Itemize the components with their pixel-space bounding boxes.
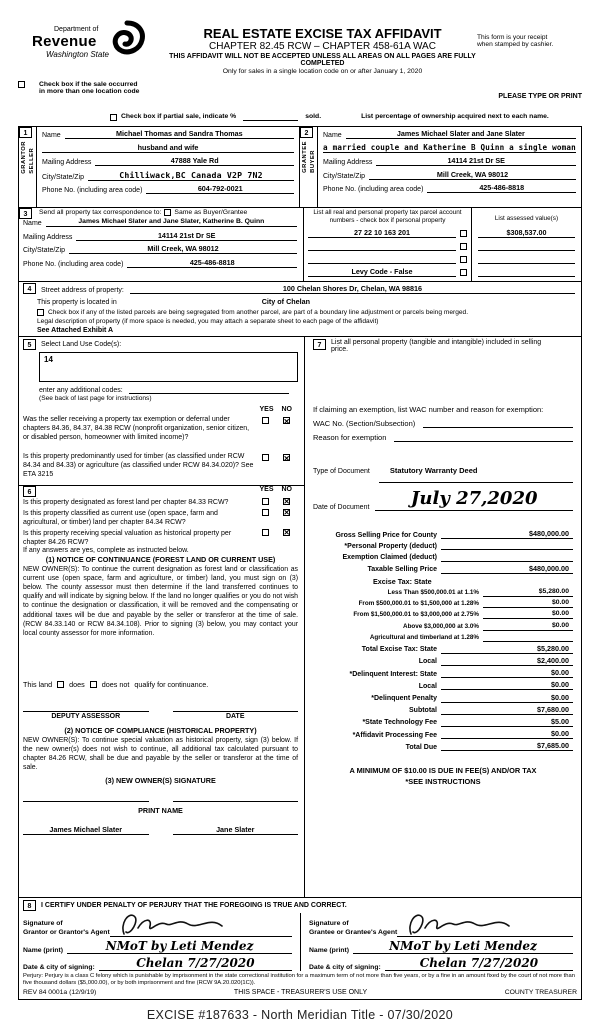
corr-city-label: City/State/Zip bbox=[23, 247, 66, 255]
receipt-note-line2: when stamped by cashier. bbox=[477, 41, 554, 48]
same-as-buyer-checkbox[interactable] bbox=[164, 209, 171, 216]
fee-value-16[interactable]: $0.00 bbox=[441, 729, 573, 739]
fee-label-14: Subtotal bbox=[409, 707, 437, 715]
grantor-sig-of-label: Signature of bbox=[23, 920, 63, 928]
section-1-number: 1 bbox=[19, 127, 32, 138]
fee-value-7[interactable]: $0.00 bbox=[483, 622, 573, 631]
fee-label-13: *Delinquent Penalty bbox=[371, 694, 437, 702]
question-timber: Is this property predominantly used for timber (as classified under RCW 84.34 and 84.33) or agriculture (as classified under RCW 84.34.020)? See ETA 3215 bbox=[23, 453, 254, 479]
minimum-fee-note: A MINIMUM OF $10.00 IS DUE IN FEE(S) AND/OR TAX *SEE INSTRUCTIONS bbox=[349, 766, 537, 787]
land-prefix: This land bbox=[23, 679, 53, 689]
doc-type-label: Type of Document bbox=[313, 468, 370, 475]
notice1-body: NEW OWNER(S): To continue the current designation as forest land or classification as current use (open space, farm and agriculture, or timber) land, you must sign on (3) below. The county assessor must then determine if the land transferred continues to qualify and will indicate by signing below. If the land no longer qualifies or you do not wish to continue the designation or classification, it will be removed and the compensating or additional taxes will be due and payable by the seller or transferor at the time of sale. (RCW 84.33.140 or RCW 84.34.108). Prior to signing (3) below, you may contact your local county assessor for more information. bbox=[23, 566, 298, 637]
note-text: Only for sales in a single location code on or after January 1, 2020 bbox=[222, 68, 423, 75]
buyer-phone-label: Phone No. (including area code) bbox=[323, 186, 424, 193]
fee-value-14[interactable]: $7,680.00 bbox=[441, 705, 573, 715]
ownership-percentage-label: List percentage of ownership acquired next to each name. bbox=[361, 113, 549, 120]
parcel-personal-checkbox-4[interactable] bbox=[460, 269, 467, 276]
if-yes-note: If any answers are yes, complete as instructed below. bbox=[23, 547, 189, 555]
section-7-number: 7 bbox=[313, 339, 326, 350]
fee-label-3: Taxable Selling Price bbox=[367, 566, 437, 574]
fee-value-6[interactable]: $0.00 bbox=[483, 610, 573, 619]
fee-value-15[interactable]: $5.00 bbox=[441, 717, 573, 727]
corr-name-label: Name bbox=[23, 220, 42, 228]
segregated-label: Check box if any of the listed parcels are being segregated from another parcel, are part of a boundary line adjustment or parcels being merged. bbox=[48, 308, 469, 316]
current-use-no-checkbox[interactable] bbox=[283, 509, 290, 516]
corr-name-field[interactable]: James Michael Slater and Jane Slater, Katherine B. Quinn bbox=[46, 218, 297, 227]
multi-location-label: Check box if the sale occurred in more than one location code bbox=[39, 81, 140, 95]
parcel-field-1[interactable]: 27 22 10 163 201 bbox=[308, 228, 456, 238]
fee-value-0[interactable]: $480,000.00 bbox=[441, 529, 573, 539]
grantee-sig-of-label: Signature of bbox=[309, 920, 349, 928]
grantor-name-print-label: Name (print) bbox=[23, 947, 64, 954]
doc-type-line bbox=[379, 475, 573, 483]
street-address-field[interactable]: 100 Chelan Shores Dr, Chelan, WA 98816 bbox=[130, 284, 575, 294]
question-forest: Is this property designated as forest land per chapter 84.33 RCW? bbox=[23, 498, 229, 506]
grantor-signature-block bbox=[19, 913, 300, 971]
seller-phone-field[interactable]: 604-792-0021 bbox=[146, 184, 294, 194]
levy-code-field[interactable]: Levy Code - False bbox=[308, 267, 456, 277]
fee-label-16: *Affidavit Processing Fee bbox=[352, 731, 437, 739]
fee-value-5[interactable]: $0.00 bbox=[483, 599, 573, 608]
fee-value-8[interactable] bbox=[483, 633, 573, 642]
forest-no-checkbox[interactable] bbox=[283, 498, 290, 505]
buyer-name2-field[interactable]: a married couple and Katherine B Quinn a single woman bbox=[323, 142, 576, 152]
grantor-date-city-field[interactable]: Chelan 7/27/2020 bbox=[99, 956, 292, 971]
fee-label-4: Less Than $500,000.01 at 1.1% bbox=[387, 589, 479, 597]
fee-value-9[interactable]: $5,280.00 bbox=[441, 644, 573, 654]
doc-date-value[interactable]: July 27,2020 bbox=[375, 489, 573, 511]
warning-text: THIS AFFIDAVIT WILL NOT BE ACCEPTED UNLESS ALL AREAS ON ALL PAGES ARE FULLY COMPLETED bbox=[169, 53, 476, 67]
grantor-name-print-field[interactable]: NMoT by Leti Mendez bbox=[67, 939, 292, 954]
corr-city-field[interactable]: Mill Creek, WA 98012 bbox=[69, 244, 297, 254]
historic-no-checkbox[interactable] bbox=[283, 529, 290, 536]
buyer-city-field[interactable]: Mill Creek, WA 98012 bbox=[369, 170, 576, 180]
deputy-assessor-line[interactable]: DEPUTY ASSESSOR bbox=[23, 711, 149, 720]
question-exemption: Was the seller receiving a property tax exemption or deferral under chapters 84.36, 84.37, 84.38 RCW (nonprofit organization, senior citizen, or disabled person, homeowner with limited income)? bbox=[23, 416, 250, 442]
correspondence-header: Send all property tax correspondence to: bbox=[39, 209, 162, 216]
notice2-body: NEW OWNER(S): To continue special valuation as historical property, sign (3) below. If the new owner(s) does not wish to continue, all additional tax calculated pursuant to chapter 84.26 RCW, shall be due and payable by the seller or transferor at the time of sale. bbox=[23, 736, 298, 772]
assessed-value-field-4[interactable] bbox=[478, 276, 575, 277]
print-name-label: PRINT NAME bbox=[138, 806, 183, 816]
seller-mailing-field[interactable]: 47888 Yale Rd bbox=[95, 156, 294, 166]
parcel-numbers-header: List all real and personal property tax parcel account numbers - check box if personal property bbox=[313, 209, 462, 224]
grantee-agent-label: Grantee or Grantee's Agent bbox=[309, 928, 398, 936]
street-address-label: Street address of property: bbox=[41, 287, 124, 294]
property-section bbox=[19, 281, 581, 336]
county-treasurer-label: COUNTY TREASURER bbox=[504, 989, 577, 997]
section-3-number: 3 bbox=[19, 208, 32, 219]
wac-no-label: WAC No. (Section/Subsection) bbox=[313, 419, 416, 428]
exemption-no-checkbox[interactable] bbox=[283, 417, 290, 424]
legal-description-label: Legal description of property (if more space is needed, you may attach a separate sheet to each page of the affidavit) bbox=[37, 318, 379, 325]
does-not-checkbox[interactable] bbox=[90, 681, 97, 688]
additional-codes-label: enter any additional codes: bbox=[39, 387, 123, 394]
historic-yes-checkbox[interactable] bbox=[262, 529, 269, 536]
assessor-date-line[interactable]: DATE bbox=[173, 711, 299, 720]
seller-city-field[interactable]: Chilliwack,BC Canada V2P 7N2 bbox=[88, 170, 294, 181]
buyer-name-field[interactable]: James Michael Slater and Jane Slater bbox=[346, 129, 576, 139]
title-block bbox=[168, 26, 477, 75]
grantee-date-city-label: Date & city of signing: bbox=[309, 964, 381, 971]
assessed-value-field-2[interactable] bbox=[478, 250, 575, 251]
header-row-2 bbox=[18, 81, 582, 111]
no-header-6: NO bbox=[281, 485, 292, 493]
reason-exemption-label: Reason for exemption bbox=[313, 433, 387, 442]
new-owner-signature-line-2[interactable] bbox=[173, 801, 299, 803]
certification-section bbox=[19, 897, 581, 999]
treasurer-space-label: THIS SPACE - TREASURER'S USE ONLY bbox=[233, 989, 368, 997]
doc-type-value[interactable]: Statutory Warranty Deed bbox=[389, 466, 478, 475]
reason-exemption-field[interactable] bbox=[394, 432, 573, 442]
forest-yes-checkbox[interactable] bbox=[262, 498, 269, 505]
seller-mailing-label: Mailing Address bbox=[42, 159, 92, 166]
additional-codes-field[interactable] bbox=[129, 385, 289, 394]
notice1-title: (1) NOTICE OF CONTINUANCE (FOREST LAND OR CURRENT USE) bbox=[45, 555, 276, 565]
page-subtitle: CHAPTER 82.45 RCW – CHAPTER 458-61A WAC bbox=[209, 41, 436, 52]
grantor-signature-line[interactable] bbox=[110, 913, 292, 937]
excise-tax-state-header: Excise Tax: State bbox=[373, 576, 432, 586]
section-6 bbox=[19, 485, 304, 836]
wac-no-field[interactable] bbox=[423, 418, 573, 428]
land-suffix: qualify for continuance. bbox=[134, 679, 209, 689]
dor-logo bbox=[18, 26, 168, 59]
fee-value-4[interactable]: $5,280.00 bbox=[483, 588, 573, 597]
fee-value-13[interactable]: $0.00 bbox=[441, 693, 573, 703]
question-current-use: Is this property classified as current use (open space, farm and agricultural, or timber) land per chapter 84.34 RCW? bbox=[23, 509, 218, 526]
assessed-value-field-1[interactable]: $308,537.00 bbox=[478, 228, 575, 238]
seller-section bbox=[19, 127, 300, 207]
timber-yes-checkbox[interactable] bbox=[262, 454, 269, 461]
rev-form-number: REV 84 0001a (12/9/19) bbox=[23, 989, 97, 997]
section-2-number: 2 bbox=[300, 127, 313, 138]
dor-swirl-icon bbox=[106, 20, 146, 60]
assessed-values-header: List assessed value(s) bbox=[494, 215, 559, 222]
parcel-personal-checkbox-3[interactable] bbox=[460, 256, 467, 263]
fee-value-12[interactable]: $0.00 bbox=[441, 680, 573, 690]
fee-label-6: From $1,500,000.01 to $3,000,000 at 2.75% bbox=[353, 611, 479, 619]
fee-table bbox=[313, 527, 573, 751]
located-in-value[interactable]: City of Chelan bbox=[261, 297, 311, 306]
fee-value-11[interactable]: $0.00 bbox=[441, 668, 573, 678]
certify-statement: I CERTIFY UNDER PENALTY OF PERJURY THAT THE FOREGOING IS TRUE AND CORRECT. bbox=[41, 902, 347, 909]
partial-sale-label: Check box if partial sale, indicate % bbox=[121, 113, 237, 120]
perjury-statement: Perjury: Perjury is a class C felony which is punishable by imprisonment in the state correctional institution for a maximum term of not more than five years, or by a fine in an amount fixed by the court of not more than five thousand dollars ($5,000.00), or by both imprisonment and fine (RCW 9A.20.020(1C)). bbox=[23, 973, 575, 987]
sold-label: sold. bbox=[305, 113, 322, 120]
current-use-yes-checkbox[interactable] bbox=[262, 509, 269, 516]
page-title: REAL ESTATE EXCISE TAX AFFIDAVIT bbox=[203, 26, 442, 41]
located-in-label: This property is located in bbox=[37, 299, 117, 306]
seller-grantor-side-label: GRANTOR SELLER bbox=[21, 141, 35, 174]
fee-value-3[interactable]: $480,000.00 bbox=[441, 564, 573, 574]
logo-revenue-text: Revenue bbox=[32, 33, 97, 50]
excise-stamp-line: EXCISE #187633 - North Meridian Title - 07/30/2020 bbox=[146, 1008, 454, 1022]
grantee-signature-line[interactable] bbox=[397, 913, 573, 937]
corr-mailing-label: Mailing Address bbox=[23, 233, 73, 241]
new-owner-signature-line-1[interactable] bbox=[23, 801, 149, 803]
fee-label-7: Above $3,000,000 at 3.0% bbox=[403, 622, 479, 630]
grantee-name-print-label: Name (print) bbox=[309, 947, 350, 954]
logo-state-text: Washington State bbox=[46, 50, 110, 59]
form-header bbox=[18, 26, 582, 75]
buyer-mailing-field[interactable]: 14114 21st Dr SE bbox=[376, 156, 576, 166]
seller-name-field[interactable]: Michael Thomas and Sandra Thomas bbox=[65, 129, 294, 139]
section-4-number: 4 bbox=[23, 283, 36, 294]
fee-value-2[interactable] bbox=[441, 553, 573, 562]
grantee-signature-block bbox=[300, 913, 581, 971]
does-checkbox[interactable] bbox=[57, 681, 64, 688]
buyer-mailing-label: Mailing Address bbox=[323, 159, 373, 166]
parcel-field-3[interactable] bbox=[308, 263, 456, 264]
fee-label-10: Local bbox=[418, 658, 437, 666]
personal-property-label: List all personal property (tangible and intangible) included in selling price. bbox=[331, 339, 542, 353]
parties-section bbox=[19, 127, 581, 207]
fee-label-0: Gross Selling Price for County bbox=[335, 531, 437, 539]
seller-name-label: Name bbox=[42, 132, 61, 139]
fee-value-10[interactable]: $2,400.00 bbox=[441, 656, 573, 666]
fee-label-9: Total Excise Tax: State bbox=[361, 646, 437, 654]
question-historic: Is this property receiving special valuation as historical property per chapter 84.26 RCW? bbox=[23, 529, 232, 546]
doc-date-label: Date of Document bbox=[313, 504, 370, 511]
fee-label-12: Local bbox=[418, 682, 437, 690]
seller-name2-field[interactable]: husband and wife bbox=[42, 143, 294, 153]
fee-label-1: *Personal Property (deduct) bbox=[344, 542, 437, 550]
parcel-personal-checkbox-2[interactable] bbox=[460, 243, 467, 250]
middle-columns bbox=[19, 336, 581, 897]
owners-signature-title: (3) NEW OWNER(S) SIGNATURE bbox=[105, 776, 216, 786]
partial-sale-row bbox=[18, 113, 582, 126]
continuance-line bbox=[23, 680, 298, 689]
does-label: does bbox=[69, 679, 85, 689]
fee-label-17: Total Due bbox=[405, 743, 437, 751]
fee-label-5: From $500,000.01 to $1,500,000 at 1.28% bbox=[358, 600, 479, 608]
exemption-yes-checkbox[interactable] bbox=[262, 417, 269, 424]
seller-phone-label: Phone No. (including area code) bbox=[42, 187, 143, 194]
does-not-label: does not bbox=[101, 679, 130, 689]
buyer-name-label: Name bbox=[323, 132, 342, 139]
buyer-grantee-side-label: GRANTEE BUYER bbox=[302, 141, 316, 173]
receipt-note-line1: This form is your receipt bbox=[477, 34, 548, 41]
grantor-signature-scribble bbox=[118, 910, 228, 940]
buyer-section bbox=[300, 127, 581, 207]
print-name-field-1[interactable]: James Michael Slater bbox=[23, 825, 149, 835]
fee-label-2: Exemption Claimed (deduct) bbox=[342, 553, 437, 561]
parcel-field-2[interactable] bbox=[308, 250, 456, 251]
multi-location-checkbox[interactable] bbox=[18, 81, 25, 88]
parcel-personal-checkbox-1[interactable] bbox=[460, 230, 467, 237]
notice2-title: (2) NOTICE OF COMPLIANCE (HISTORICAL PROPERTY) bbox=[64, 725, 257, 735]
section-8-number: 8 bbox=[23, 900, 36, 911]
same-as-buyer-label: Same as Buyer/Grantee bbox=[174, 209, 248, 216]
type-or-print-label: PLEASE TYPE OR PRINT bbox=[498, 93, 582, 100]
exemption-note: If claiming an exemption, list WAC number and reason for exemption: bbox=[313, 405, 544, 414]
seller-city-label: City/State/Zip bbox=[42, 173, 85, 181]
land-use-label: Select Land Use Code(s): bbox=[41, 341, 122, 348]
section-6-number: 6 bbox=[23, 486, 36, 497]
corr-phone-field[interactable]: 425-486-8818 bbox=[127, 258, 297, 268]
timber-no-checkbox[interactable] bbox=[283, 454, 290, 461]
fee-value-17[interactable]: $7,685.00 bbox=[441, 741, 573, 751]
section-5-number: 5 bbox=[23, 339, 36, 350]
fee-label-15: *State Technology Fee bbox=[362, 719, 437, 727]
corr-mailing-field[interactable]: 14114 21st Dr SE bbox=[76, 231, 297, 241]
no-header: NO bbox=[281, 406, 292, 413]
grantee-name-print-field[interactable]: NMoT by Leti Mendez bbox=[353, 939, 573, 954]
assessed-value-field-3[interactable] bbox=[478, 263, 575, 264]
left-column bbox=[19, 337, 304, 897]
yes-header-6: YES bbox=[259, 485, 274, 493]
fee-value-1[interactable] bbox=[441, 541, 573, 550]
partial-sale-checkbox[interactable] bbox=[110, 114, 117, 121]
affidavit-form bbox=[18, 126, 582, 1000]
land-use-code-field[interactable]: 14 bbox=[39, 352, 298, 382]
see-back-note: (See back of last page for instructions) bbox=[39, 395, 152, 402]
buyer-phone-field[interactable]: 425-486-8818 bbox=[427, 183, 576, 193]
print-name-field-2[interactable]: Jane Slater bbox=[173, 825, 299, 835]
fee-label-8: Agricultural and timberland at 1.28% bbox=[369, 633, 479, 641]
logo-dept-text: Department of bbox=[54, 26, 99, 33]
correspondence-section bbox=[19, 207, 581, 281]
partial-sale-percent-field[interactable] bbox=[243, 113, 298, 121]
legal-description-value[interactable]: See Attached Exhibit A bbox=[37, 327, 114, 334]
corr-phone-label: Phone No. (including area code) bbox=[23, 260, 124, 268]
grantor-agent-label: Grantor or Grantor's Agent bbox=[23, 928, 110, 936]
receipt-note bbox=[477, 26, 582, 48]
grantee-date-city-field[interactable]: Chelan 7/27/2020 bbox=[385, 956, 573, 971]
right-column bbox=[304, 337, 581, 897]
buyer-city-label: City/State/Zip bbox=[323, 172, 366, 180]
grantee-signature-scribble bbox=[405, 910, 515, 940]
yes-header: YES bbox=[259, 406, 274, 413]
grantor-date-city-label: Date & city of signing: bbox=[23, 964, 95, 971]
fee-label-11: *Delinquent Interest: State bbox=[349, 670, 437, 678]
segregated-checkbox[interactable] bbox=[37, 309, 44, 316]
